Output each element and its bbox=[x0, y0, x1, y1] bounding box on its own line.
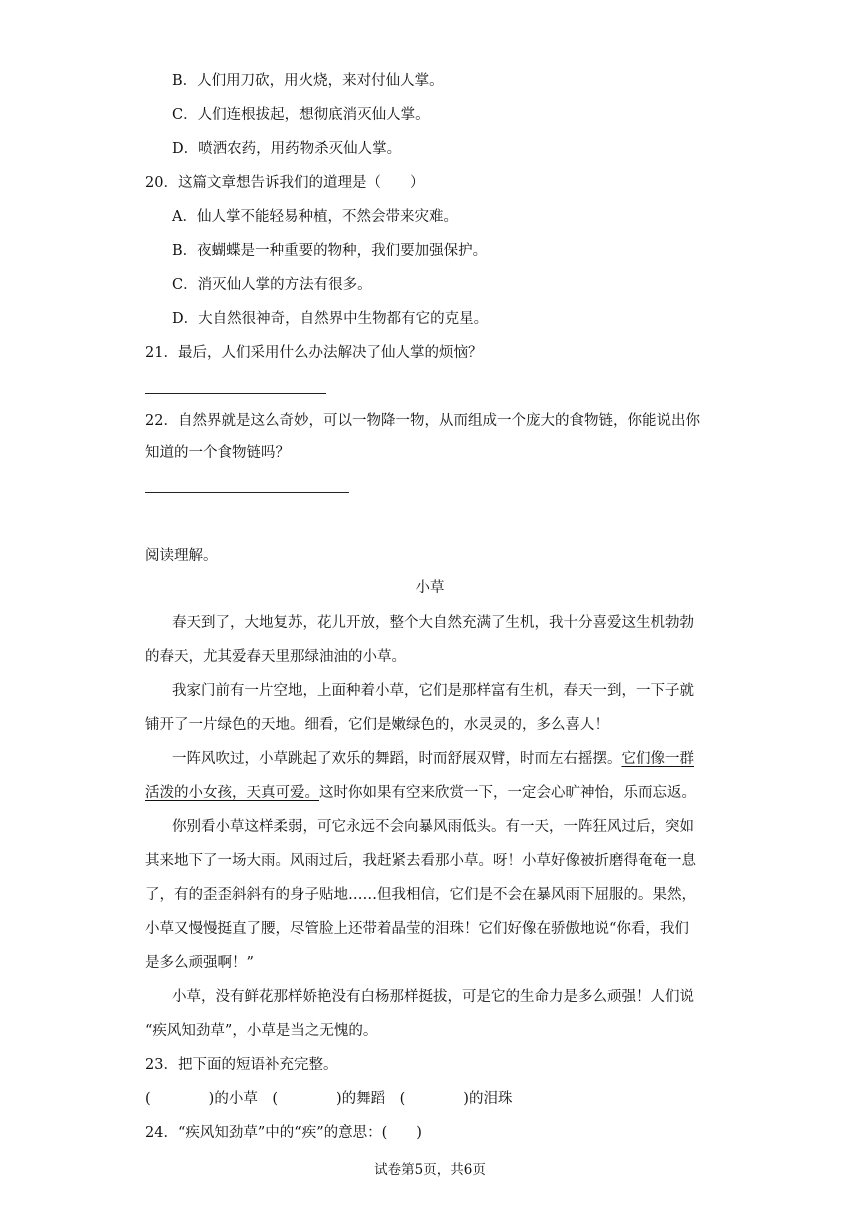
paragraph-4-line2: 其来地下了一场大雨。风雨过后，我赶紧去看那小草。呀！小草好像被折磨得奄奄一息 bbox=[145, 853, 696, 869]
paragraph-2-line1: 我家门前有一片空地，上面种着小草，它们是那样富有生机，春天一到，一下子就 bbox=[172, 683, 694, 699]
paragraph-2-line2: 铺开了一片绿色的天地。细看，它们是嫩绿色的，水灵灵的，多么喜人！ bbox=[145, 717, 609, 733]
underlined-sentence-part1: 它们像一群 bbox=[621, 751, 694, 767]
paragraph-3-line2 bbox=[145, 783, 696, 803]
paragraph-3-text: 一阵风吹过，小草跳起了欢乐的舞蹈，时而舒展双臂，时而左右摇摆。 bbox=[172, 751, 622, 767]
paragraph-3-line1 bbox=[172, 749, 694, 769]
question-21: 21．最后，人们采用什么办法解决了仙人掌的烦恼？ bbox=[145, 345, 483, 361]
option-20b: B．夜蝴蝶是一种重要的物种，我们要加强保护。 bbox=[172, 243, 488, 259]
paragraph-5-line2: “疾风知劲草”，小草是当之无愧的。 bbox=[145, 1023, 378, 1039]
paragraph-5-line1: 小草，没有鲜花那样娇艳没有白杨那样挺拔，可是它的生命力是多么顽强！人们说 bbox=[172, 989, 694, 1005]
option-20c: C．消灭仙人掌的方法有很多。 bbox=[172, 277, 372, 293]
paragraph-4-line4: 小草又慢慢挺直了腰，尽管脸上还带着晶莹的泪珠！它们好像在骄傲地说“你看，我们 bbox=[145, 921, 689, 937]
option-19d: D．喷洒农药，用药物杀灭仙人掌。 bbox=[172, 141, 402, 157]
option-20d: D．大自然很神奇，自然界中生物都有它的克星。 bbox=[172, 311, 489, 327]
question-23: 23．把下面的短语补充完整。 bbox=[145, 1057, 338, 1073]
question-24: 24．“疾风知劲草”中的“疾”的意思：( ) bbox=[145, 1125, 422, 1141]
answer-line-22[interactable] bbox=[145, 492, 349, 493]
question-20: 20．这篇文章想告诉我们的道理是（ ） bbox=[145, 175, 425, 191]
paragraph-1-line1: 春天到了，大地复苏，花儿开放，整个大自然充满了生机，我十分喜爱这生机勃勃 bbox=[172, 615, 694, 631]
page-footer: 试卷第5页，共6页 bbox=[374, 1162, 486, 1178]
passage-title: 小草 bbox=[415, 580, 445, 596]
paragraph-1-line2: 的春天，尤其爱春天里那绿油油的小草。 bbox=[145, 649, 406, 665]
option-19b: B．人们用刀砍，用火烧，来对付仙人掌。 bbox=[172, 73, 444, 89]
paragraph-4-line5: 是多么顽强啊！” bbox=[145, 955, 254, 971]
question-22-line1: 22．自然界就是这么奇妙，可以一物降一物，从而组成一个庞大的食物链，你能说出你 bbox=[145, 413, 700, 429]
question-22-line2: 知道的一个食物链吗？ bbox=[145, 445, 290, 461]
underlined-sentence-part2: 活泼的小女孩，天真可爱。 bbox=[145, 785, 319, 801]
paragraph-3-text-cont: 这时你如果有空来欣赏一下，一定会心旷神怡，乐而忘返。 bbox=[319, 785, 696, 801]
answer-line-21[interactable] bbox=[145, 393, 326, 394]
paragraph-4-line3: 了，有的歪歪斜斜有的身子贴地……但我相信，它们是不会在暴风雨下屈服的。果然， bbox=[145, 887, 696, 903]
paragraph-4-line1: 你别看小草这样柔弱，可它永远不会向暴风雨低头。有一天，一阵狂风过后，突如 bbox=[172, 819, 694, 835]
section-intro: 阅读理解。 bbox=[145, 548, 218, 564]
option-20a: A．仙人掌不能轻易种植，不然会带来灾难。 bbox=[172, 209, 458, 225]
option-19c: C．人们连根拔起，想彻底消灭仙人掌。 bbox=[172, 107, 430, 123]
question-23-blanks[interactable]: ( )的小草 ( )的舞蹈 ( )的泪珠 bbox=[145, 1091, 513, 1107]
